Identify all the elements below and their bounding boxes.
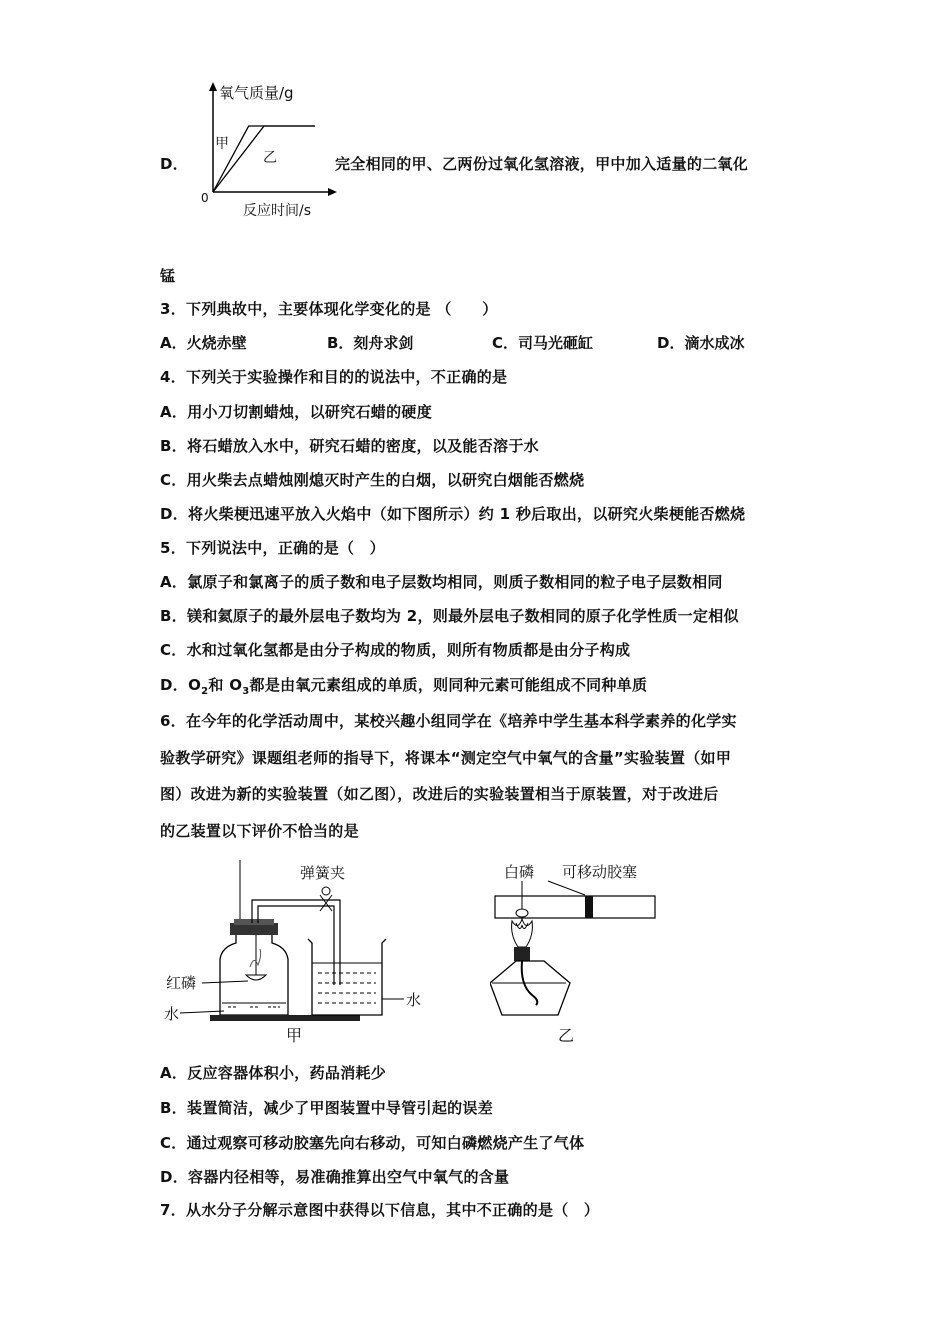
q6-stem-line-2: 验教学研究》课题组老师的指导下，将课本“测定空气中氧气的含量”实验装置（如甲 [160,749,732,767]
q5-option-d-prefix: D． [160,676,189,694]
chart-xlabel: 反应时间/s [243,203,312,219]
q5-option-c[interactable]: C．水和过氧化氢都是由分子构成的物质，则所有物质都是由分子构成 [160,641,631,659]
q4-option-c[interactable]: C．用火柴去点蜡烛刚熄灭时产生的白烟，以研究白烟能否燃烧 [160,471,585,489]
q3-option-a[interactable]: A．火烧赤壁 [160,334,247,352]
flame [512,919,533,947]
q2-option-d-label: D． [160,155,189,173]
q6-option-d[interactable]: D．容器内径相等，易准确推算出空气中氧气的含量 [160,1168,510,1186]
caption-jia: 甲 [286,1026,303,1045]
q5-option-d-rest: 都是由氧元素组成的单质，则同种元素可能组成不同种单质 [249,676,648,694]
chart-origin: 0 [201,191,209,205]
label-movable-plug: 可移动胶塞 [562,863,638,881]
chart-y-arrow [209,82,217,91]
q6-option-a[interactable]: A．反应容器体积小，药品消耗少 [160,1064,387,1082]
oxygen-mass-chart [195,76,340,221]
q5-option-d[interactable] [160,674,647,697]
chart-ylabel: 氧气质量/g [219,84,294,102]
q5-option-d-sub2: 2 [201,686,209,697]
glass-tube [252,900,340,985]
movable-plug [585,896,593,918]
q4-stem: 4．下列关于实验操作和目的的说法中，不正确的是 [160,368,508,386]
q5-option-d-sub3: 3 [242,686,250,697]
q3-option-c[interactable]: C．司马光砸缸 [492,334,594,352]
q3-option-b[interactable]: B．刻舟求剑 [327,334,414,352]
label-water-left: 水 [164,1005,180,1023]
label-white-phosphorus: 白磷 [504,863,535,881]
q5-stem: 5．下列说法中，正确的是（ ） [160,539,385,557]
q4-option-d[interactable]: D．将火柴梗迅速平放入火焰中（如下图所示）约 1 秒后取出，以研究火柴梗能否燃烧 [160,505,746,523]
q4-option-a[interactable]: A．用小刀切割蜡烛，以研究石蜡的硬度 [160,403,433,421]
q5-option-d-o2: O [188,676,202,694]
beaker [308,939,386,1015]
label-red-phosphorus: 红磷 [166,974,197,992]
label-clamp: 弹簧夹 [300,864,346,882]
q6-option-c[interactable]: C．通过观察可移动胶塞先向右移动，可知白磷燃烧产生了气体 [160,1134,585,1152]
label-water-right: 水 [406,991,422,1009]
alcohol-lamp [490,961,570,1015]
caption-yi: 乙 [558,1026,575,1045]
q3-option-d[interactable]: D．滴水成冰 [657,334,745,352]
figure-yi-apparatus [490,855,665,1050]
series-label-yi: 乙 [263,150,277,166]
q2-option-d-text-cont: 锰 [160,267,176,285]
q6-stem-line-4: 的乙装置以下评价不恰当的是 [160,822,359,840]
series-label-jia: 甲 [215,136,229,152]
q5-option-a[interactable]: A．氯原子和氯离子的质子数和电子层数均相同，则质子数相同的粒子电子层数相同 [160,573,723,591]
q4-option-b[interactable]: B．将石蜡放入水中，研究石蜡的密度，以及能否溶于水 [160,437,539,455]
q6-stem-line-3: 图）改进为新的实验装置（如乙图），改进后的实验装置相当于原装置，对于改进后 [160,785,719,803]
q5-option-d-mid: 和 O [208,676,243,694]
q6-stem-line-1: 6．在今年的化学活动周中，某校兴趣小组同学在《培养中学生基本科学素养的化学实 [160,712,737,730]
q6-option-b[interactable]: B．装置简洁，减少了甲图装置中导管引起的误差 [160,1099,494,1117]
q5-option-b[interactable]: B．镁和氦原子的最外层电子数均为 2，则最外层电子数相同的原子化学性质一定相似 [160,607,739,625]
base-board [210,1015,360,1021]
q3-stem: 3．下列典故中，主要体现化学变化的是 （ ） [160,300,498,318]
q3-options [160,332,744,353]
chart-x-arrow [328,188,337,196]
q2-option-d-text: 完全相同的甲、乙两份过氧化氢溶液，甲中加入适量的二氧化 [335,155,749,173]
q7-stem: 7．从水分子分解示意图中获得以下信息，其中不正确的是（ ） [160,1201,600,1219]
figure-jia-apparatus [160,855,430,1050]
